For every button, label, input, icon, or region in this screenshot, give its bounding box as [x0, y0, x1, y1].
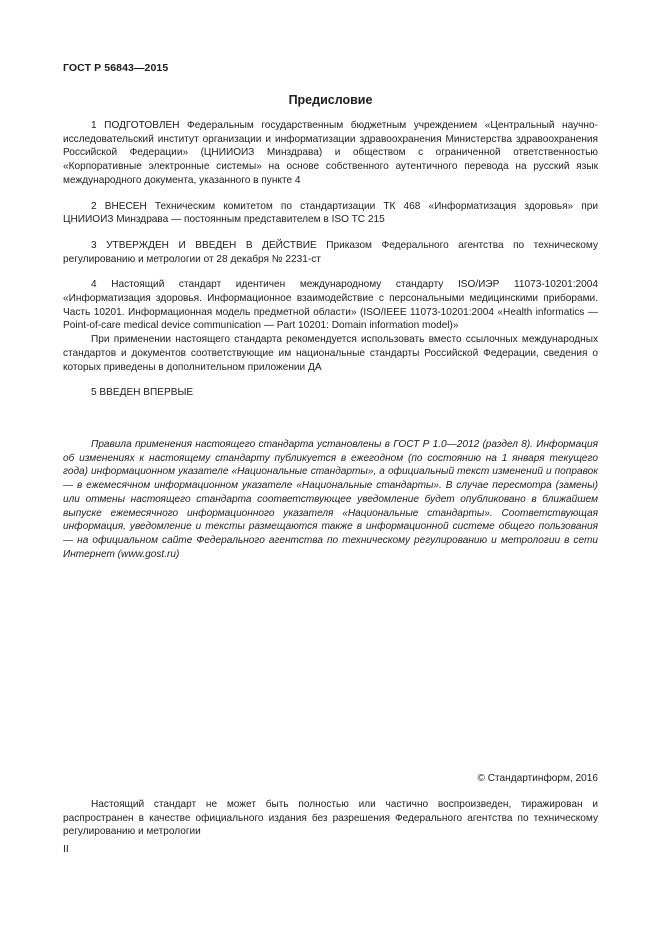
- paragraph-identical: 4 Настоящий стандарт идентичен международному стандарту ISO/ИЭР 11073-10201:2004 «Информатизация здоровья. Информационное взаимодействие с персональными медицинскими приборами. Часть 10201. Информационная модель предметной области» (ISO/IEEE 11073-10201:2004 «Health informatics — Point-of-care medical device communication — Part 10201: Domain information model)»: [63, 279, 598, 332]
- page-title: Предисловие: [288, 93, 373, 107]
- document-code: ГОСТ Р 56843—2015: [63, 62, 169, 74]
- copyright: © Стандартинформ, 2016: [477, 773, 598, 784]
- page-number: II: [63, 843, 69, 855]
- paragraph-references: При применении настоящего стандарта рекомендуется использовать вместо ссылочных международных стандартов и документов соответствующие им национальные стандарты Российской Федерации, сведения о которых приведены в дополнительном приложении ДА: [63, 334, 598, 373]
- paragraph-approved: 3 УТВЕРЖДЕН И ВВЕДЕН В ДЕЙСТВИЕ Приказом Федерального агентства по техническому регулированию и метрологии от 28 декабря № 2231-ст: [63, 239, 598, 265]
- note-text: Правила применения настоящего стандарта установлены в ГОСТ Р 1.0—2012 (раздел 8). Информация об изменениях к настоящему стандарту публикуется в ежегодном (по состоянию на 1 января текущего года) информационном указателе «Национальные стандарты», а официальный текст изменений и поправок — в ежемесячном информационном указателе «Национальные стандарты». В случае пересмотра (замены) или отмены настоящего стандарта соответствующее уведомление будет опубликовано в ближайшем выпуске ежемесячного информационного указателя «Национальные стандарты». Соответствующая информация, уведомление и тексты размещаются также в информационной системе общего пользования — на официальном сайте Федерального агентства по техническому регулированию и метрологии в сети Интернет (www.gost.ru): [63, 439, 598, 560]
- reproduction-notice: [63, 798, 598, 839]
- paragraph-introduced: 2 ВНЕСЕН Техническим комитетом по стандартизации ТК 468 «Информатизация здоровья» при ЦНИИОИЗ Минздрава — постоянным представителем в ISO TC 215: [63, 200, 598, 226]
- paragraph-first-introduced: 5 ВВЕДЕН ВПЕРВЫЕ: [91, 387, 194, 399]
- application-rules-note: [63, 438, 598, 561]
- footer-text: Настоящий стандарт не может быть полностью или частично воспроизведен, тиражирован и распространен в качестве официального издания без разрешения Федерального агентства по техническому регулированию и метрологии: [63, 799, 598, 838]
- paragraph-prepared: 1 ПОДГОТОВЛЕН Федеральным государственным бюджетным учреждением «Центральный научно-исследовательский институт организации и информатизации здравоохранения Министерства здравоохранения Российской Федерации» (ЦНИИОИЗ Минздрава) и обществом с ограниченной ответственностью «Корпоративные электронные системы» на основе собственного аутентичного перевода на русский язык международного документа, указанного в пункте 4: [63, 120, 598, 186]
- foreword-body: [63, 119, 598, 400]
